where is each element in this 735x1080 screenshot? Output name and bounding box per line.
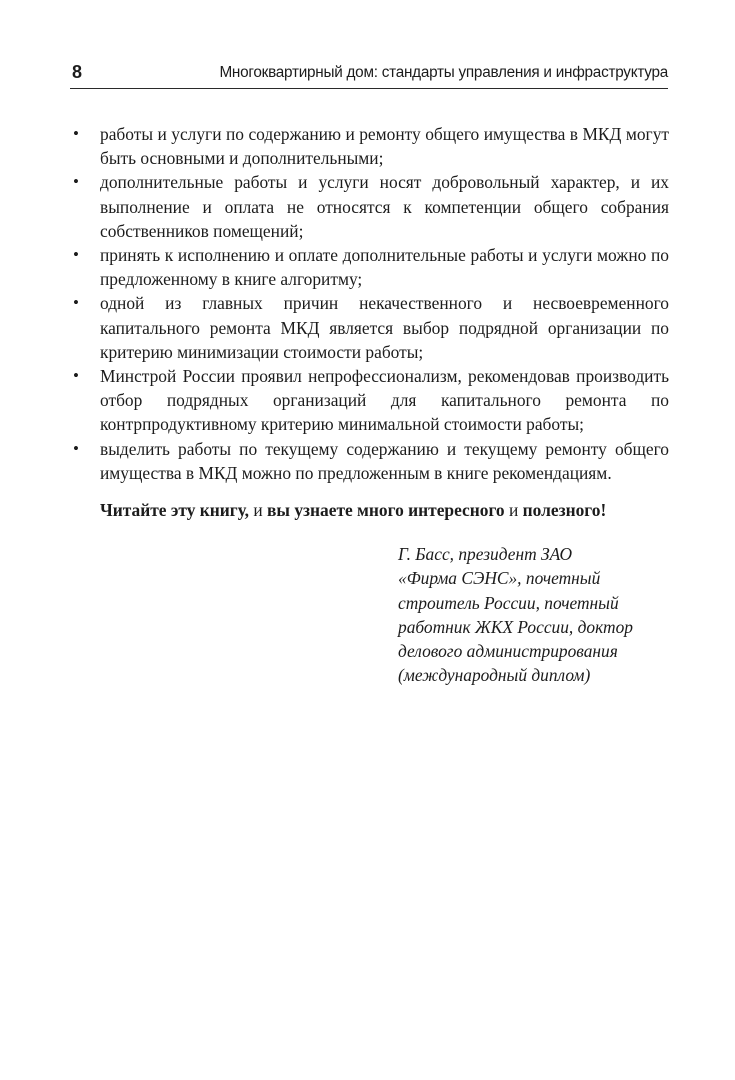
page-header — [70, 58, 668, 89]
bullet-icon: • — [73, 438, 79, 458]
list-item-text: работы и услуги по содержанию и ремонту общего имущества в МКД могут быть основными и дополнительными; — [100, 124, 669, 169]
closing-statement — [70, 498, 669, 522]
closing-part-2: и — [249, 500, 268, 521]
signature-line: строитель России, почетный — [398, 592, 619, 613]
closing-part-5: полезного! — [522, 500, 607, 521]
main-content — [70, 122, 669, 522]
list-item — [70, 364, 669, 437]
list-item-text: выделить работы по текущему содержанию и текущему ремонту общего имущества в МКД можно по предложенным в книге рекомендациям. — [100, 438, 669, 483]
list-item-text: дополнительные работы и услуги носят добровольный характер, и их выполнение и оплата не относятся к компетенции общего собрания собственников помещений; — [100, 172, 669, 241]
list-item-text: одной из главных причин некачественного и несвоевременного капитального ремонта МКД является выбор подрядной организации по критерию минимизации стоимости работы; — [100, 293, 669, 362]
list-item-text: Минстрой России проявил непрофессионализм, рекомендовав производить отбор подрядных организаций для капитального ремонта по контрпродуктивному критерию минимальной стоимости работы; — [100, 366, 669, 435]
bullet-icon: • — [73, 124, 79, 143]
bullet-icon: • — [73, 172, 79, 192]
signature-line: делового администрирования — [398, 641, 618, 662]
list-item — [70, 437, 669, 485]
bullet-icon: • — [73, 245, 79, 265]
list-item — [70, 243, 669, 291]
closing-part-3: вы узнаете много интересного — [267, 500, 505, 521]
running-title: Многоквартирный дом: стандарты управления и инфраструктура — [219, 64, 668, 81]
list-item — [70, 291, 669, 364]
list-item — [70, 122, 669, 170]
author-signature — [398, 542, 638, 688]
signature-line: «Фирма СЭНС», почетный — [398, 568, 601, 589]
list-item-text: принять к исполнению и оплате дополнительные работы и услуги можно по предложенному в книге алгоритму; — [100, 245, 669, 290]
bullet-list — [70, 122, 669, 485]
bullet-icon: • — [73, 366, 79, 386]
page-number: 8 — [72, 62, 83, 82]
list-item — [70, 170, 669, 243]
closing-part-1: Читайте эту книгу, — [100, 500, 249, 521]
signature-line: Г. Басс, президент ЗАО — [398, 544, 573, 564]
bullet-icon: • — [73, 293, 79, 313]
closing-part-4: и — [504, 500, 523, 521]
signature-line: (международный диплом) — [398, 665, 591, 686]
signature-line: работник ЖКХ России, доктор — [398, 616, 633, 637]
